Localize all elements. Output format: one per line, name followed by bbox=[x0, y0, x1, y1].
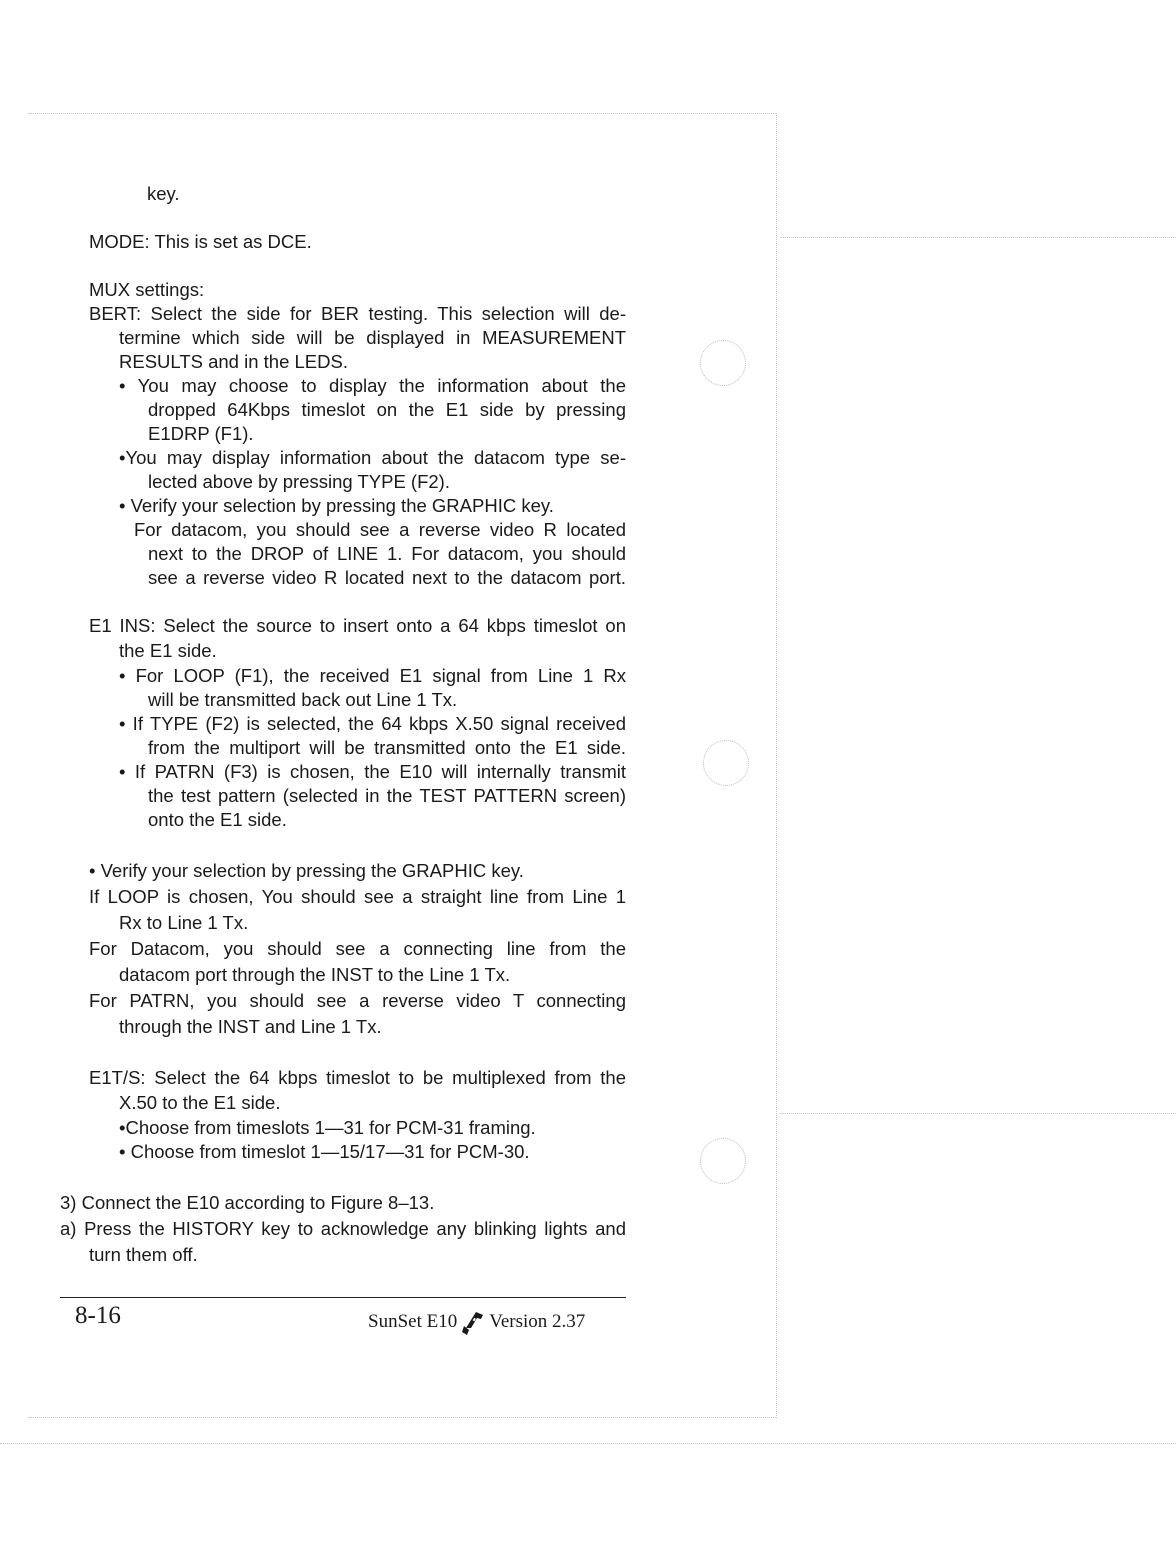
text-line: For PATRN, you should see a reverse video T connecting bbox=[89, 990, 626, 1011]
bottom-edge-guide bbox=[0, 1443, 1176, 1444]
bullet-item: • You may choose to display the information about the bbox=[119, 375, 626, 396]
bullet-item: •You may display information about the datacom type se- bbox=[119, 447, 626, 468]
text-line: through the INST and Line 1 Tx. bbox=[119, 1016, 382, 1037]
text-line: turn them off. bbox=[89, 1244, 198, 1265]
text-line: If LOOP is chosen, You should see a straight line from Line 1 bbox=[89, 886, 626, 907]
text-line: the E1 side. bbox=[119, 640, 217, 661]
text-line: Rx to Line 1 Tx. bbox=[119, 912, 249, 933]
text-line: RESULTS and in the LEDS. bbox=[119, 351, 348, 372]
bullet-item: • If TYPE (F2) is selected, the 64 kbps X.50 signal received bbox=[119, 713, 626, 734]
text-line: from the multiport will be transmitted onto the E1 side. bbox=[148, 737, 626, 758]
text-line: For datacom, you should see a reverse video R located bbox=[134, 519, 626, 540]
handset-icon bbox=[459, 1308, 487, 1336]
bullet-item: • Choose from timeslot 1—15/17—31 for PCM-30. bbox=[119, 1141, 530, 1162]
page-number: 8-16 bbox=[75, 1302, 121, 1329]
bullet-item: • Verify your selection by pressing the GRAPHIC key. bbox=[119, 495, 554, 516]
right-trim-guide bbox=[776, 113, 777, 1418]
mux-settings-heading: MUX settings: bbox=[89, 279, 205, 300]
step-a-line: a) Press the HISTORY key to acknowledge any blinking lights and bbox=[60, 1218, 626, 1239]
footer-product-name: SunSet E10 bbox=[368, 1311, 458, 1332]
bottom-trim-guide bbox=[28, 1417, 776, 1418]
right-panel-guide-lower bbox=[780, 1113, 1176, 1114]
right-panel-guide-upper bbox=[780, 237, 1176, 238]
bullet-item: • If PATRN (F3) is chosen, the E10 will internally transmit bbox=[119, 761, 626, 782]
binder-hole-top bbox=[700, 340, 746, 386]
text-line: onto the E1 side. bbox=[148, 809, 287, 830]
mode-line: MODE: This is set as DCE. bbox=[89, 231, 312, 252]
e1-ins-line: E1 INS: Select the source to insert onto a 64 kbps timeslot on bbox=[89, 615, 626, 636]
footer-title bbox=[368, 1308, 585, 1336]
bullet-item: • Verify your selection by pressing the GRAPHIC key. bbox=[89, 860, 524, 881]
text-line: will be transmitted back out Line 1 Tx. bbox=[148, 689, 458, 710]
text-line: E1DRP (F1). bbox=[148, 423, 254, 444]
binder-hole-middle bbox=[703, 740, 749, 786]
binder-hole-bottom bbox=[700, 1138, 746, 1184]
text-line: For Datacom, you should see a connecting line from the bbox=[89, 938, 626, 959]
text-line: datacom port through the INST to the Line 1 Tx. bbox=[119, 964, 511, 985]
text-line: next to the DROP of LINE 1. For datacom, you should bbox=[148, 543, 626, 564]
step-3-line: 3) Connect the E10 according to Figure 8–13. bbox=[60, 1192, 435, 1213]
bullet-item: •Choose from timeslots 1—31 for PCM-31 framing. bbox=[119, 1117, 536, 1138]
text-line: dropped 64Kbps timeslot on the E1 side by pressing bbox=[148, 399, 626, 420]
text-line: lected above by pressing TYPE (F2). bbox=[148, 471, 450, 492]
text-line: key. bbox=[147, 183, 180, 204]
text-line: termine which side will be displayed in MEASUREMENT bbox=[119, 327, 626, 348]
top-trim-guide bbox=[28, 113, 776, 114]
text-line: see a reverse video R located next to the datacom port. bbox=[148, 567, 626, 588]
bullet-item: • For LOOP (F1), the received E1 signal from Line 1 Rx bbox=[119, 665, 626, 686]
e1-ts-line: E1T/S: Select the 64 kbps timeslot to be multiplexed from the bbox=[89, 1067, 626, 1088]
footer-rule bbox=[60, 1297, 626, 1298]
text-line: X.50 to the E1 side. bbox=[119, 1092, 281, 1113]
text-line: BERT: Select the side for BER testing. This selection will de- bbox=[89, 303, 626, 324]
text-line: the test pattern (selected in the TEST PATTERN screen) bbox=[148, 785, 626, 806]
footer-version: Version 2.37 bbox=[489, 1311, 586, 1332]
